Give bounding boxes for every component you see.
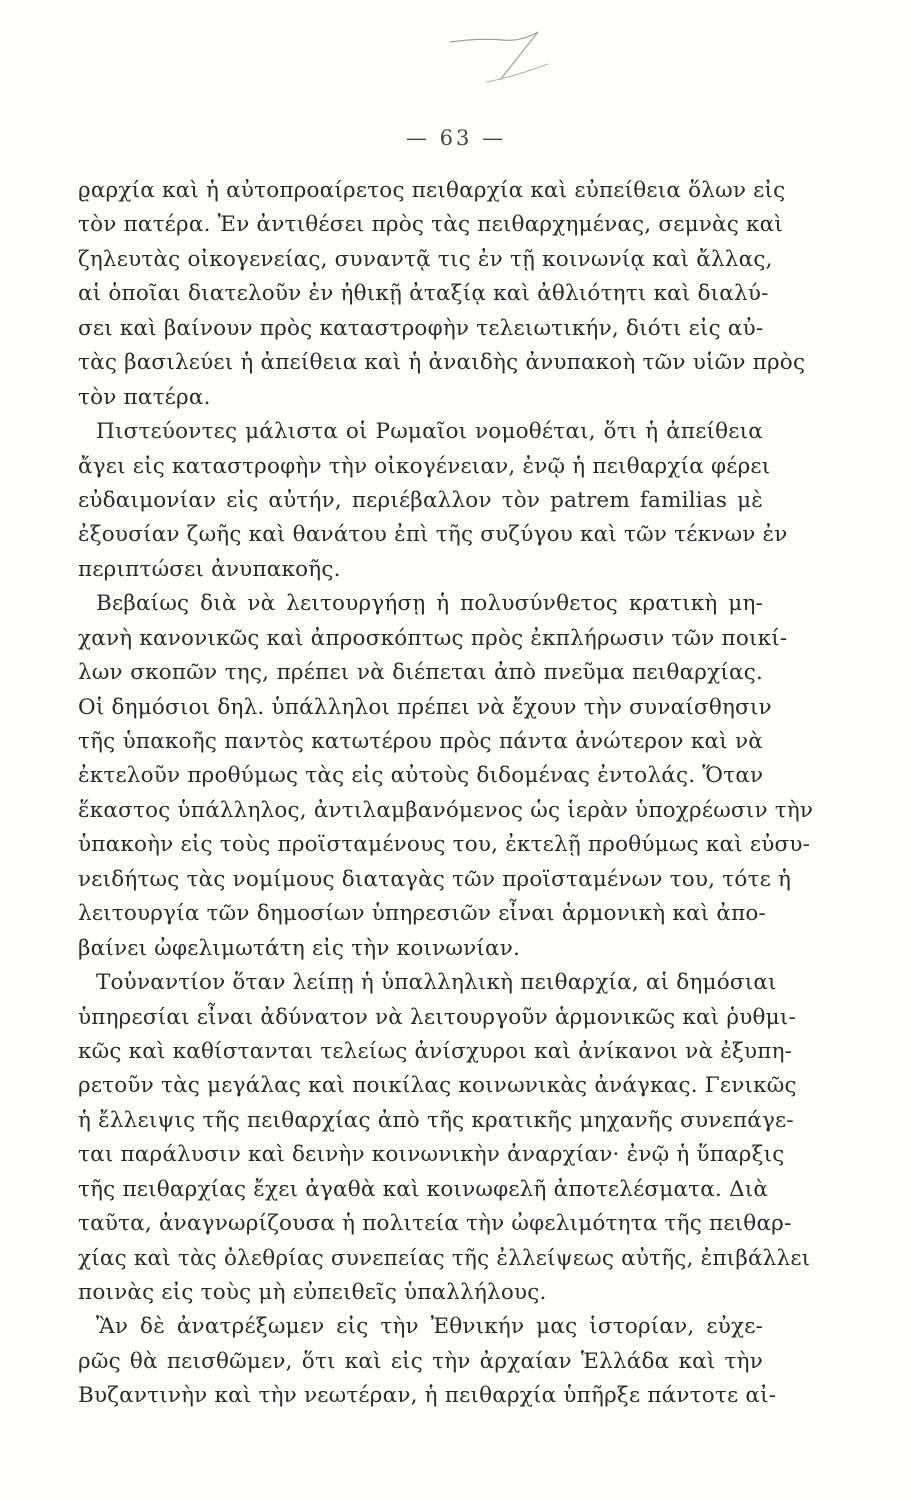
text-line: τὰς βασιλεύει ἡ ἀπείθεια καὶ ἡ ἀναιδὴς ἀνυπακοὴ τῶν υἱῶν πρὸς xyxy=(78,350,806,376)
text-line: ταῦτα, ἀναγνωρίζουσα ἡ πολιτεία τὴν ὠφελιμότητα τῆς πειθαρ- xyxy=(78,1211,792,1237)
text-line: Πιστεύοντες μάλιστα οἱ Ρωμαῖοι νομοθέται, ὅτι ἡ ἀπείθεια xyxy=(96,419,763,445)
text-line: λων σκοπῶν της, πρέπει νὰ διέπεται ἀπὸ πνεῦμα πειθαρχίας. xyxy=(78,660,763,686)
page-number: — 63 — xyxy=(405,126,507,150)
text-line: νειδήτως τὰς νομίμους διαταγὰς τῶν προϊσταμένων του, τότε ἡ xyxy=(78,866,792,892)
text-line: ρῶς θὰ πεισθῶμεν, ὅτι καὶ εἰς τὴν ἀρχαίαν Ἑλλάδα καὶ τὴν xyxy=(78,1348,763,1374)
text-line: τῆς πειθαρχίας ἔχει ἀγαθὰ καὶ κοινωφελῆ ἀποτελέσματα. Διὰ xyxy=(78,1176,769,1202)
text-line: ποινὰς εἰς τοὺς μὴ εὐπειθεῖς ὑπαλλήλους. xyxy=(78,1280,547,1305)
text-line: βαίνει ὠφελιμωτάτη εἰς τὴν κοινωνίαν. xyxy=(78,935,521,961)
text-line: τῆς ὑπακοῆς παντὸς κατωτέρου πρὸς πάντα ἀνώτερον καὶ νὰ xyxy=(78,729,763,754)
text-line: αἱ ὁποῖαι διατελοῦν ἐν ἠθικῇ ἀταξίᾳ καὶ ἀθλιότητι καὶ διαλύ- xyxy=(78,281,769,307)
text-line: Τοὐναντίον ὅταν λείπῃ ἡ ὑπαλληλικὴ πειθαρχία, αἱ δημόσιαι xyxy=(96,970,777,996)
text-line: ζηλευτὰς οἰκογενείας, συναντᾷ τις ἐν τῇ κοινωνίᾳ καὶ ἄλλας, xyxy=(78,246,773,272)
pencil-mark-icon xyxy=(440,20,590,90)
text-line: χίας καὶ τὰς ὀλεθρίας συνεπείας τῆς ἐλλείψεως αὐτῆς, ἐπιβάλλει xyxy=(78,1245,811,1271)
text-line: ἄγει εἰς καταστροφὴν τὴν οἰκογένειαν, ἐνῷ ἡ πειθαρχία φέρει xyxy=(78,453,771,479)
text-line: περιπτώσει ἀνυπακοῆς. xyxy=(78,556,341,582)
text-line: τὸν πατέρα. Ἐν ἀντιθέσει πρὸς τὰς πειθαρχημένας, σεμνὰς καὶ xyxy=(78,212,784,238)
text-line: ται παράλυσιν καὶ δεινὴν κοινωνικὴν ἀναρχίαν· ἐνῷ ἡ ὕπαρξις xyxy=(78,1142,785,1168)
text-line: λειτουργία τῶν δημοσίων ὑπηρεσιῶν εἶναι ἁρμονικὴ καὶ ἀπο- xyxy=(78,901,767,927)
text-line: ἡ ἔλλειψις τῆς πειθαρχίας ἀπὸ τῆς κρατικῆς μηχανῆς συνεπάγε- xyxy=(78,1107,794,1133)
text-line: τὸν πατέρα. xyxy=(78,384,211,410)
body-text xyxy=(78,174,814,1414)
text-line: ἕκαστος ὑπάλληλος, ἀντιλαμβανόμενος ὡς ἱερὰν ὑποχρέωσιν τὴν xyxy=(78,797,814,823)
text-line: χανὴ κανονικῶς καὶ ἀπροσκόπτως πρὸς ἐκπλήρωσιν τῶν ποικί- xyxy=(78,625,788,651)
text-line: ρετοῦν τὰς μεγάλας καὶ ποικίλας κοινωνικὰς ἀνάγκας. Γενικῶς xyxy=(78,1073,797,1099)
text-line: εὐδαιμονίαν εἰς αὐτήν, περιέβαλλον τὸν patrem familias μὲ xyxy=(78,487,763,513)
text-line: Οἱ δημόσιοι δηλ. ὑπάλληλοι πρέπει νὰ ἔχουν τὴν συναίσθησιν xyxy=(78,694,772,720)
text-line: Βυζαντινὴν καὶ τὴν νεωτέραν, ἡ πειθαρχία ὑπῆρξε πάντοτε αἰ- xyxy=(78,1383,777,1409)
text-line: ἐκτελοῦν προθύμως τὰς εἰς αὐτοὺς διδομένας ἐντολάς. Ὅταν xyxy=(78,763,764,789)
text-line: κῶς καὶ καθίστανται τελείως ἀνίσχυροι καὶ ἀνίκανοι νὰ ἐξυπη- xyxy=(78,1038,793,1064)
text-line: ὑπηρεσίαι εἶναι ἀδύνατον νὰ λειτουργοῦν ἁρμονικῶς καὶ ῥυθμι- xyxy=(78,1004,796,1030)
text-line: ὑπακοὴν εἰς τοὺς προϊσταμένους του, ἐκτελῇ προθύμως καὶ εὐσυ- xyxy=(78,832,811,858)
text-line: ἐξουσίαν ζωῆς καὶ θανάτου ἐπὶ τῆς συζύγου καὶ τῶν τέκνων ἐν xyxy=(78,522,788,548)
text-line: Ἂν δὲ ἀνατρέξωμεν εἰς τὴν Ἐθνικήν μας ἱστορίαν, εὐχε- xyxy=(96,1314,763,1340)
text-line: σει καὶ βαίνουν πρὸς καταστροφὴν τελειωτικήν, διότι εἰς αὐ- xyxy=(78,315,764,341)
text-line: Βεβαίως διὰ νὰ λειτουργήσῃ ἡ πολυσύνθετος κρατικὴ μη- xyxy=(96,591,763,617)
text-line: ϱαρχία καὶ ἡ αὐτοπροαίρετος πειθαρχία καὶ εὐπείθεια ὅλων εἰς xyxy=(78,178,786,203)
